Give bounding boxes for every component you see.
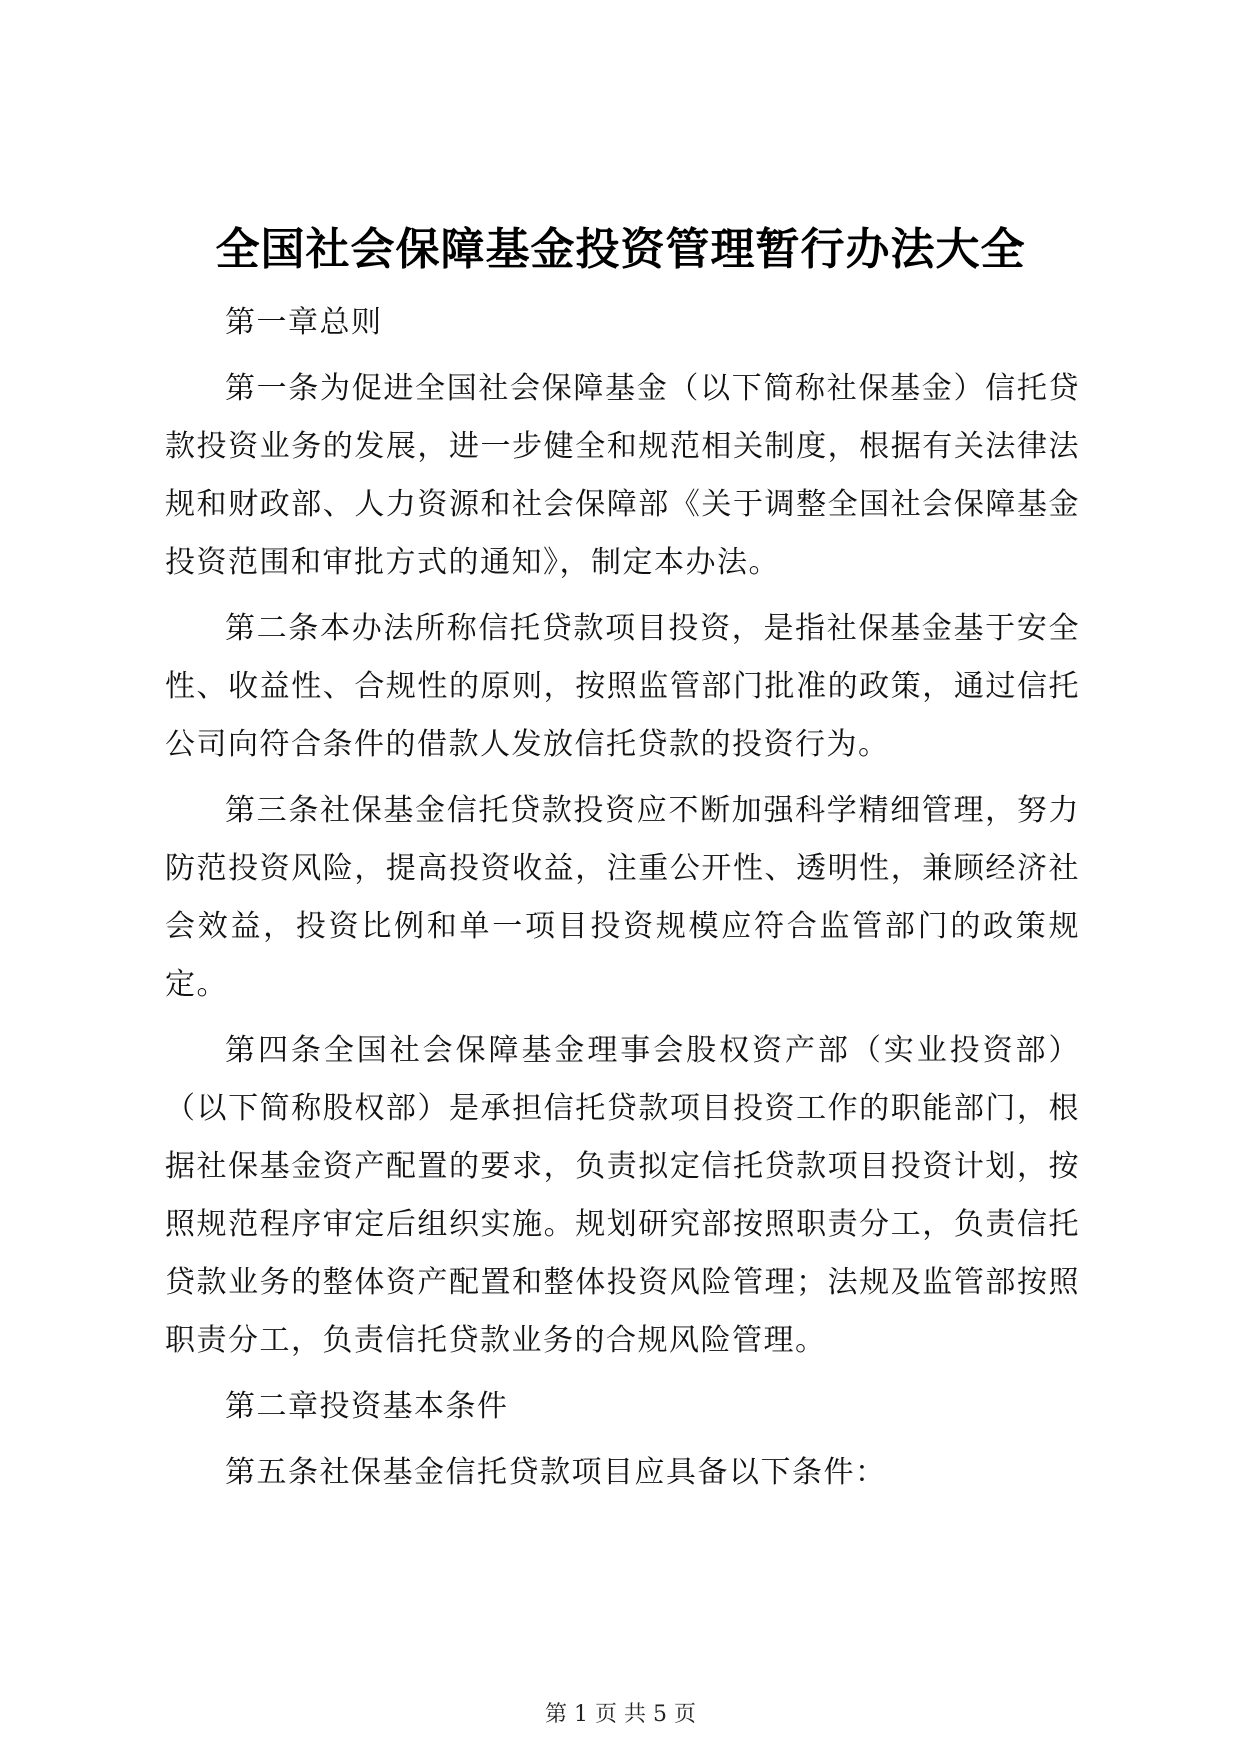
article-paragraph: 第五条社保基金信托贷款项目应具备以下条件： <box>225 1455 887 1490</box>
article-paragraph: 第二条本办法所称信托贷款项目投资，是指社保基金基于安全性、收益性、合规性的原则，按照监管部门批准的政策，通过信托公司向符合条件的借款人发放信托贷款的投资行为。 <box>165 611 1080 762</box>
article-paragraph: 第三条社保基金信托贷款投资应不断加强科学精细管理，努力防范投资风险，提高投资收益，注重公开性、透明性，兼顾经济社会效益，投资比例和单一项目投资规模应符合监管部门的政策规定。 <box>165 793 1080 1002</box>
page-footer: 第 1 页 共 5 页 <box>545 1702 696 1727</box>
chapter-heading: 第一章总则 <box>225 305 383 340</box>
article-paragraph: 第一条为促进全国社会保障基金（以下简称社保基金）信托贷款投资业务的发展，进一步健全和规范相关制度，根据有关法律法规和财政部、人力资源和社会保障部《关于调整全国社会保障基金投资范围和审批方式的通知》，制定本办法。 <box>165 371 1080 580</box>
document-body <box>165 294 1080 1510</box>
chapter-heading: 第二章投资基本条件 <box>225 1389 509 1424</box>
article-paragraph: 第四条全国社会保障基金理事会股权资产部（实业投资部）（以下简称股权部）是承担信托贷款项目投资工作的职能部门，根据社保基金资产配置的要求，负责拟定信托贷款项目投资计划，按照规范程序审定后组织实施。规划研究部按照职责分工，负责信托贷款业务的整体资产配置和整体投资风险管理；法规及监管部按照职责分工，负责信托贷款业务的合规风险管理。 <box>165 1033 1080 1358</box>
document-title: 全国社会保障基金投资管理暂行办法大全 <box>215 224 1026 275</box>
